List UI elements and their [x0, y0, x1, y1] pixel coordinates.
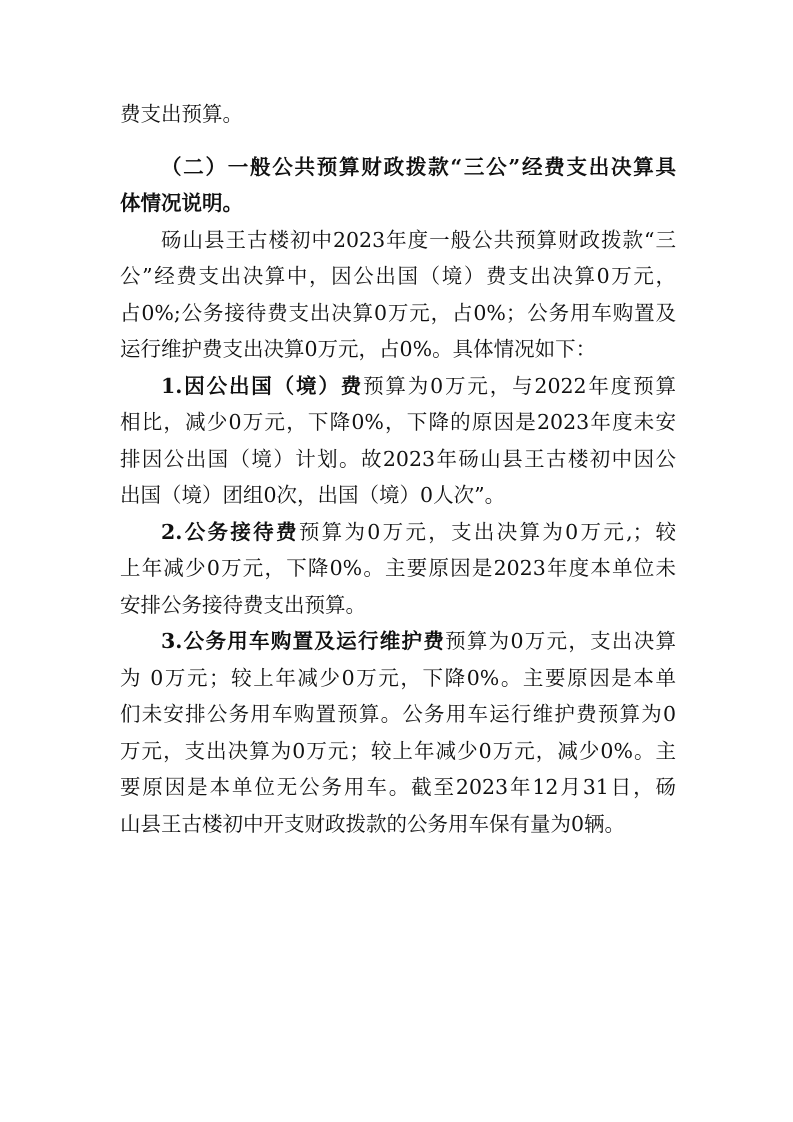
- line-text: 砀山县王古楼初中2023年度一般公共预算财政拨款“三: [161, 227, 676, 252]
- document-page: [120, 96, 676, 842]
- line-text: 预算为0万元，支出决算: [445, 629, 676, 653]
- line-text: 出国（境）团组0次，出国（境）0人次”。: [120, 483, 506, 507]
- spacer: [120, 133, 676, 149]
- text-line: [120, 258, 676, 295]
- text-line: [120, 96, 676, 133]
- item-title: 3.公务用车购置及运行维护费: [161, 629, 446, 653]
- section-heading-line: [120, 149, 676, 186]
- text-line: [120, 696, 676, 733]
- text-line: [120, 295, 676, 332]
- text-line: [120, 806, 676, 843]
- line-text: 上年减少0万元，下降0%。主要原因是2023年度本单位未: [120, 556, 676, 580]
- line-text: 运行维护费支出决算0万元，占0%。具体情况如下：: [120, 337, 597, 361]
- line-text: 预算为0万元，支出决算为0万元,；较: [298, 519, 676, 544]
- heading-text: （二）一般公共预算财政拨款“三公”经费支出决算具: [161, 154, 676, 179]
- text-line: [120, 769, 676, 806]
- text-line: [120, 368, 676, 405]
- section-heading-line: [120, 185, 676, 222]
- line-text: 公”经费支出决算中，因公出国（境）费支出决算0万元，: [120, 264, 676, 288]
- text-line: [120, 404, 676, 441]
- line-text: 相比，减少0万元，下降0%，下降的原因是2023年度未安: [120, 410, 676, 434]
- line-text: 费支出预算。: [120, 102, 243, 126]
- text-line: [120, 660, 676, 697]
- heading-text: 体情况说明。: [120, 191, 243, 215]
- line-text: 要原因是本单位无公务用车。截至2023年12月31日，砀: [120, 775, 676, 799]
- line-text: 占0%;公务接待费支出决算0万元，占0%；公务用车购置及: [120, 300, 676, 325]
- line-text: 万元，支出决算为0万元；较上年减少0万元，减少0%。主: [120, 738, 676, 763]
- text-line: [120, 331, 676, 368]
- text-line: [120, 222, 676, 259]
- line-text: 安排公务接待费支出预算。: [120, 592, 366, 617]
- line-text: 排因公出国（境）计划。故2023年砀山县王古楼初中因公: [120, 446, 676, 471]
- text-line: [120, 477, 676, 514]
- text-line: [120, 550, 676, 587]
- text-line: [120, 441, 676, 478]
- line-text: 们未安排公务用车购置预算。公务用车运行维护费预算为0: [120, 702, 676, 726]
- line-text: 山县王古楼初中开支财政拨款的公务用车保有量为0辆。: [120, 811, 626, 836]
- item-title: 2.公务接待费: [161, 519, 299, 544]
- line-text: 预算为0万元，与2022年度预算: [363, 373, 676, 398]
- text-line: [120, 623, 676, 660]
- line-text: 为 0万元；较上年减少0万元，下降0%。主要原因是本单: [120, 665, 676, 690]
- text-line: [120, 587, 676, 624]
- text-line: [120, 514, 676, 551]
- item-title: 1.因公出国（境）费: [161, 373, 364, 398]
- text-line: [120, 733, 676, 770]
